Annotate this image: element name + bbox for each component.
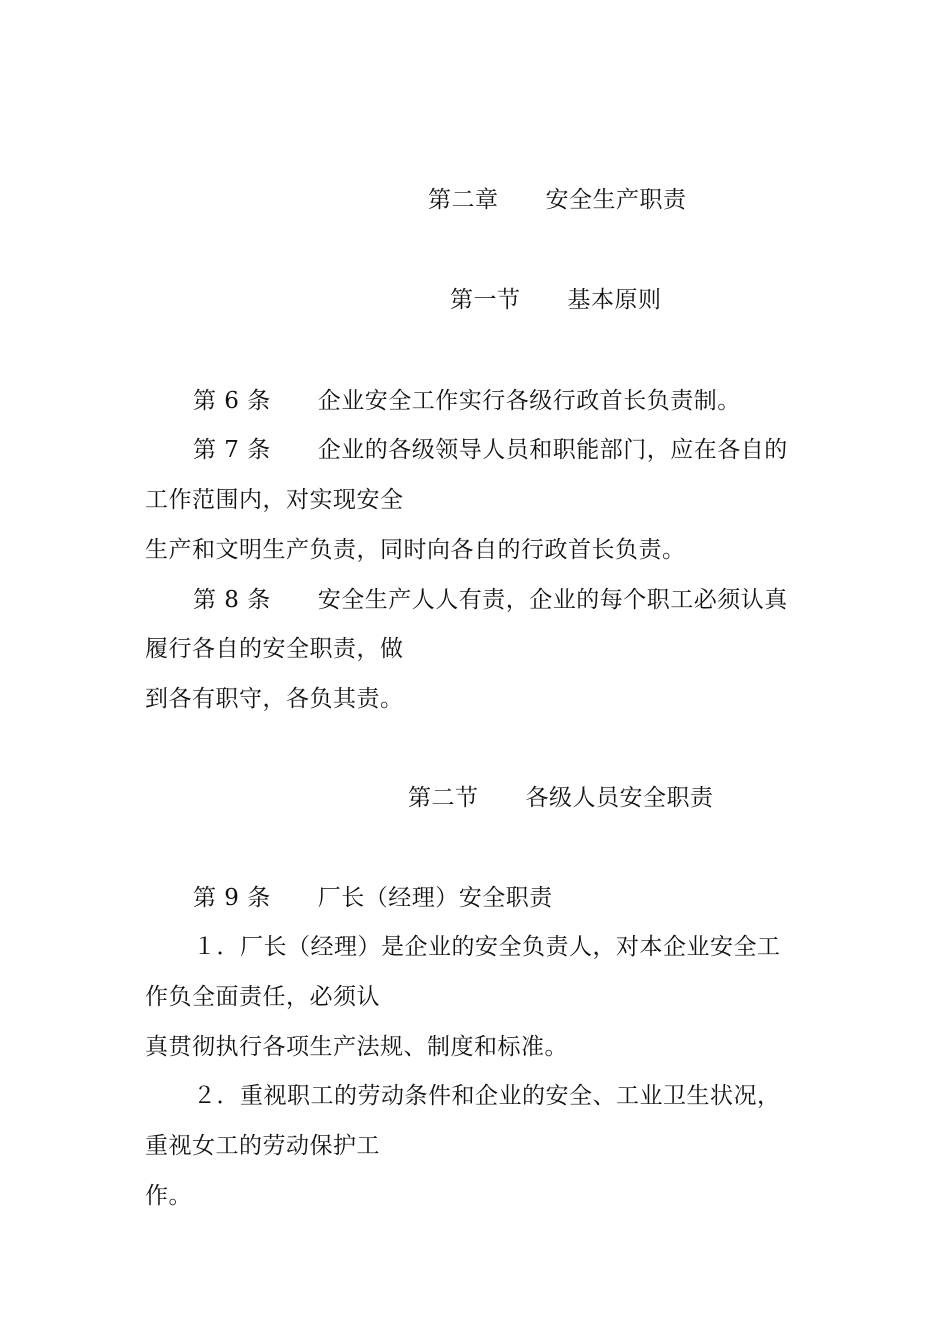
article-8-line-1: 第 8 条 安全生产人人有责，企业的每个职工必须认真 — [193, 587, 788, 613]
section-heading-basic-principles: 第一节 基本原则 — [450, 287, 662, 313]
chapter-heading: 第二章 安全生产职责 — [428, 187, 687, 213]
article-7-line-2: 工作范围内，对实现安全 — [145, 487, 404, 513]
article-7-line-1: 第 7 条 企业的各级领导人员和职能部门，应在各自的 — [193, 437, 788, 463]
article-8-line-3: 到各有职守，各负其责。 — [145, 686, 404, 712]
item-1-line-2: 作负全面责任，必须认 — [145, 984, 380, 1010]
article-9: 第 9 条 厂长（经理）安全职责 — [193, 885, 553, 911]
item-2-line-2: 重视女工的劳动保护工 — [145, 1133, 380, 1159]
article-8-line-2: 履行各自的安全职责，做 — [145, 636, 404, 662]
item-2-line-1: ２．重视职工的劳动条件和企业的安全、工业卫生状况， — [193, 1083, 781, 1109]
article-6: 第 6 条 企业安全工作实行各级行政首长负责制。 — [193, 388, 741, 414]
item-1-line-1: １．厂长（经理）是企业的安全负责人，对本企业安全工 — [193, 934, 781, 960]
item-1-line-3: 真贯彻执行各项生产法规、制度和标准。 — [145, 1034, 568, 1060]
article-7-line-3: 生产和文明生产负责，同时向各自的行政首长负责。 — [145, 537, 686, 563]
item-2-line-3: 作。 — [145, 1183, 192, 1209]
section-heading-personnel-duties: 第二节 各级人员安全职责 — [408, 785, 714, 811]
